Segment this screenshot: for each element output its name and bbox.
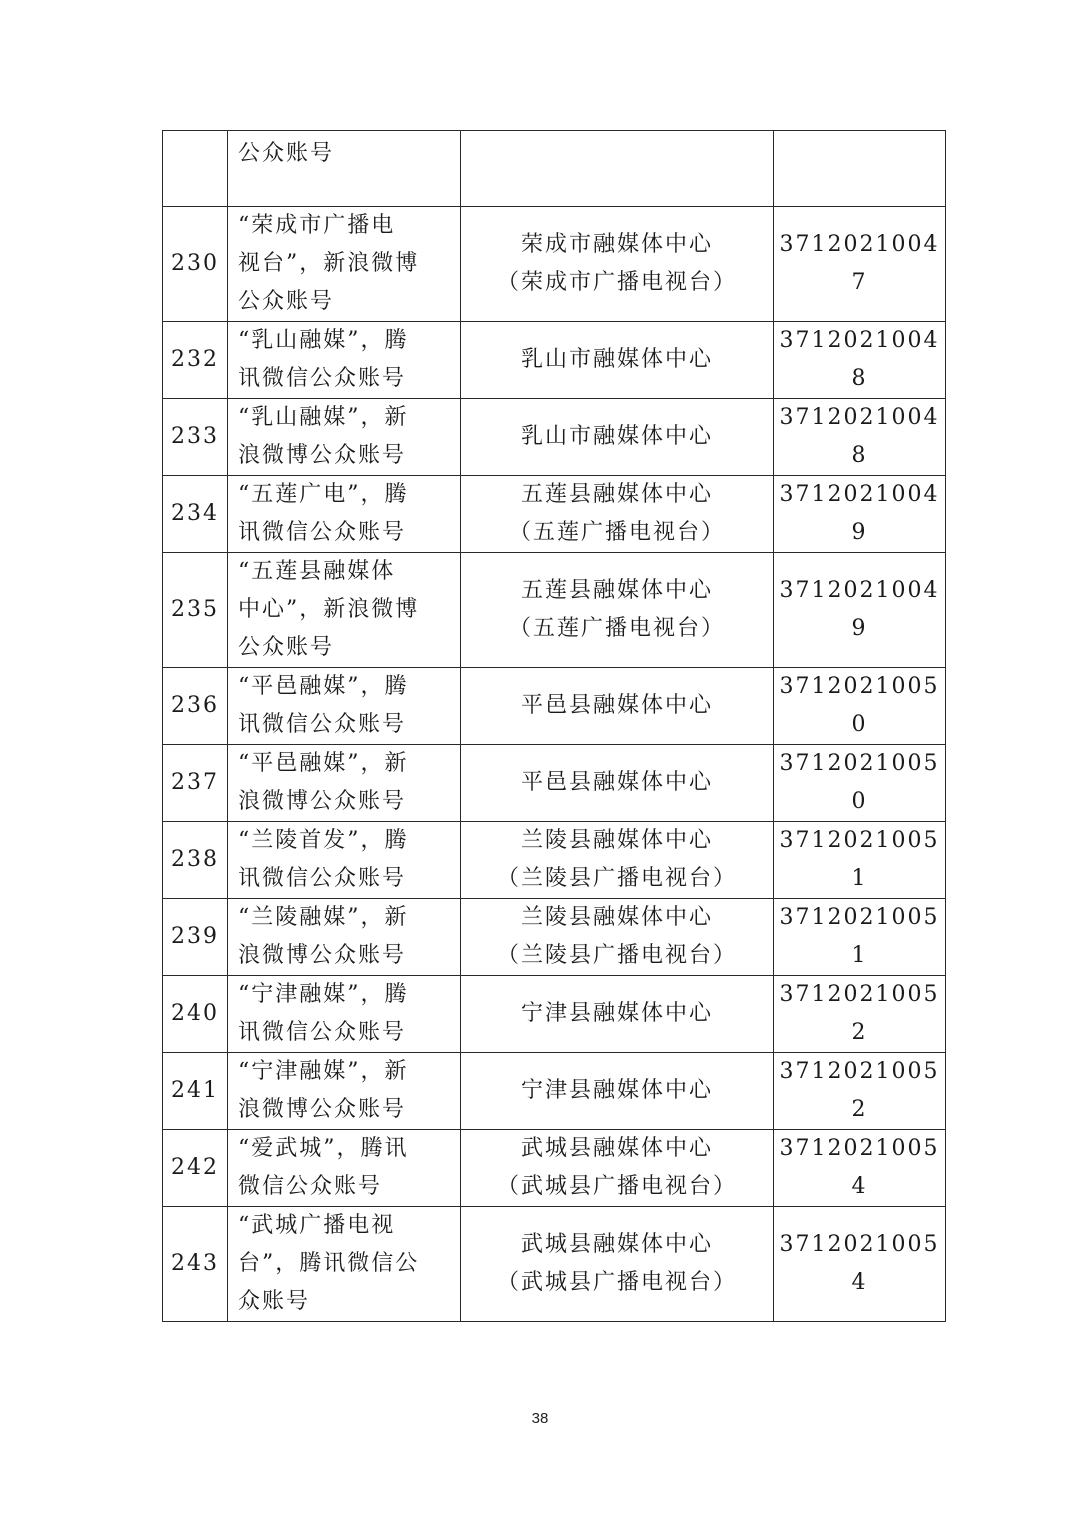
- license-code-cell: 37120210048: [774, 322, 946, 399]
- organization-line: 乳山市融媒体中心: [520, 424, 713, 449]
- account-name-line: “宁津融媒”，新: [238, 1059, 409, 1084]
- row-number-cell: 232: [163, 322, 228, 399]
- account-name-line: 讯微信公众账号: [238, 1020, 407, 1045]
- row-number-cell: 239: [163, 899, 228, 976]
- page-number: 38: [531, 1410, 549, 1427]
- account-name-cell: [228, 131, 461, 207]
- license-code-cell: 37120210050: [774, 668, 946, 745]
- organization-cell: [461, 822, 774, 899]
- account-name-cell: [228, 553, 461, 668]
- account-name-line: 中心”，新浪微博: [238, 597, 420, 622]
- row-number-cell: 241: [163, 1053, 228, 1130]
- organization-cell: [461, 476, 774, 553]
- license-code-cell: 37120210048: [774, 399, 946, 476]
- account-name-line: “乳山融媒”，腾: [238, 328, 409, 353]
- license-code-cell: 37120210052: [774, 976, 946, 1053]
- table-row: [163, 322, 946, 399]
- license-code-cell: 37120210047: [774, 207, 946, 322]
- organization-cell: [461, 131, 774, 207]
- account-name-cell: [228, 1130, 461, 1207]
- account-name-line: “平邑融媒”，腾: [238, 674, 409, 699]
- account-name-line: 众账号: [238, 1289, 311, 1314]
- account-name-cell: [228, 322, 461, 399]
- license-code-cell: 37120210049: [774, 553, 946, 668]
- account-name-line: “兰陵首发”，腾: [238, 828, 409, 853]
- license-code-cell: 37120210049: [774, 476, 946, 553]
- license-code-cell: 37120210052: [774, 1053, 946, 1130]
- table-row: [163, 1130, 946, 1207]
- account-name-cell: [228, 207, 461, 322]
- listing-table: [162, 130, 946, 1322]
- account-name-cell: [228, 745, 461, 822]
- organization-line: （五莲广播电视台）: [508, 520, 725, 545]
- account-name-line: 讯微信公众账号: [238, 520, 407, 545]
- organization-line: 宁津县融媒体中心: [520, 1078, 713, 1103]
- table-row: [163, 1207, 946, 1322]
- account-name-line: 公众账号: [238, 141, 335, 166]
- organization-line: （五莲广播电视台）: [508, 616, 725, 641]
- organization-cell: [461, 976, 774, 1053]
- organization-line: （武城县广播电视台）: [496, 1174, 737, 1199]
- account-name-line: 讯微信公众账号: [238, 712, 407, 737]
- table-row: [163, 553, 946, 668]
- row-number-cell: 230: [163, 207, 228, 322]
- organization-line: 平邑县融媒体中心: [520, 770, 713, 795]
- table-row: [163, 668, 946, 745]
- license-code-cell: [774, 131, 946, 207]
- organization-line: 五莲县融媒体中心: [520, 482, 713, 507]
- organization-cell: [461, 745, 774, 822]
- row-number-cell: 240: [163, 976, 228, 1053]
- organization-line: （兰陵县广播电视台）: [496, 866, 737, 891]
- license-code-cell: 37120210050: [774, 745, 946, 822]
- license-code-cell: 37120210054: [774, 1207, 946, 1322]
- account-name-cell: [228, 399, 461, 476]
- table-row: [163, 399, 946, 476]
- account-name-line: “乳山融媒”，新: [238, 405, 409, 430]
- organization-line: （兰陵县广播电视台）: [496, 943, 737, 968]
- account-name-line: 浪微博公众账号: [238, 943, 407, 968]
- account-name-cell: [228, 1207, 461, 1322]
- account-name-line: 浪微博公众账号: [238, 1097, 407, 1122]
- table-row: [163, 207, 946, 322]
- table-row: [163, 976, 946, 1053]
- account-name-line: “武城广播电视: [238, 1213, 396, 1238]
- license-code-cell: 37120210051: [774, 822, 946, 899]
- organization-line: 兰陵县融媒体中心: [520, 905, 713, 930]
- account-name-cell: [228, 668, 461, 745]
- organization-cell: [461, 553, 774, 668]
- organization-line: 兰陵县融媒体中心: [520, 828, 713, 853]
- organization-cell: [461, 1207, 774, 1322]
- table-row: [163, 899, 946, 976]
- table-row: [163, 476, 946, 553]
- table-row: [163, 822, 946, 899]
- organization-cell: [461, 322, 774, 399]
- table-row: [163, 745, 946, 822]
- organization-line: 宁津县融媒体中心: [520, 1001, 713, 1026]
- organization-cell: [461, 899, 774, 976]
- organization-line: 乳山市融媒体中心: [520, 347, 713, 372]
- account-name-line: 公众账号: [238, 289, 335, 314]
- account-name-cell: [228, 976, 461, 1053]
- account-name-line: “平邑融媒”，新: [238, 751, 409, 776]
- account-name-cell: [228, 899, 461, 976]
- account-name-line: “爱武城”，腾讯: [238, 1136, 409, 1161]
- account-name-line: “荣成市广播电: [238, 213, 396, 238]
- organization-line: （荣成市广播电视台）: [496, 270, 737, 295]
- account-name-line: “宁津融媒”，腾: [238, 982, 409, 1007]
- account-name-line: 讯微信公众账号: [238, 866, 407, 891]
- organization-cell: [461, 1053, 774, 1130]
- account-name-cell: [228, 822, 461, 899]
- account-name-cell: [228, 1053, 461, 1130]
- row-number-cell: 237: [163, 745, 228, 822]
- organization-cell: [461, 207, 774, 322]
- row-number-cell: 242: [163, 1130, 228, 1207]
- license-code-cell: 37120210051: [774, 899, 946, 976]
- table-body: [163, 131, 946, 1322]
- organization-line: 荣成市融媒体中心: [520, 232, 713, 257]
- row-number-cell: 235: [163, 553, 228, 668]
- organization-line: 平邑县融媒体中心: [520, 693, 713, 718]
- account-name-line: 微信公众账号: [238, 1174, 383, 1199]
- row-number-cell: 233: [163, 399, 228, 476]
- account-name-line: 浪微博公众账号: [238, 789, 407, 814]
- organization-cell: [461, 668, 774, 745]
- row-number-cell: 236: [163, 668, 228, 745]
- organization-cell: [461, 1130, 774, 1207]
- account-name-line: “兰陵融媒”，新: [238, 905, 409, 930]
- organization-line: 武城县融媒体中心: [520, 1232, 713, 1257]
- row-number-cell: 238: [163, 822, 228, 899]
- table-row: [163, 131, 946, 207]
- row-number-cell: 234: [163, 476, 228, 553]
- license-code-cell: 37120210054: [774, 1130, 946, 1207]
- organization-line: （武城县广播电视台）: [496, 1270, 737, 1295]
- account-name-line: 公众账号: [238, 635, 335, 660]
- account-name-line: “五莲广电”，腾: [238, 482, 409, 507]
- account-name-line: 台”，腾讯微信公: [238, 1251, 420, 1276]
- organization-line: 武城县融媒体中心: [520, 1136, 713, 1161]
- organization-cell: [461, 399, 774, 476]
- account-name-line: 视台”，新浪微博: [238, 251, 420, 276]
- row-number-cell: 243: [163, 1207, 228, 1322]
- account-name-line: 浪微博公众账号: [238, 443, 407, 468]
- row-number-cell: [163, 131, 228, 207]
- account-name-cell: [228, 476, 461, 553]
- account-name-line: “五莲县融媒体: [238, 559, 396, 584]
- table-row: [163, 1053, 946, 1130]
- account-name-line: 讯微信公众账号: [238, 366, 407, 391]
- organization-line: 五莲县融媒体中心: [520, 578, 713, 603]
